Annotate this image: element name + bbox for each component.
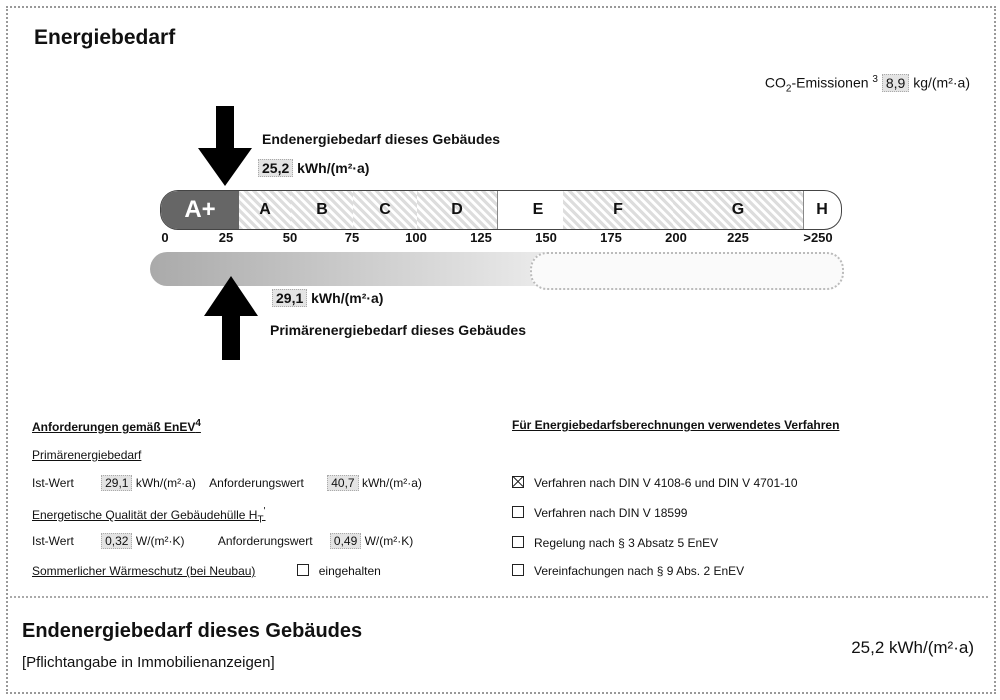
footer-value: 25,2 kWh/(m²·a): [851, 638, 974, 657]
primary-energy-band-outline: [530, 252, 844, 290]
summer-checkbox[interactable]: [297, 564, 309, 576]
tick-label: 125: [470, 230, 492, 245]
class-segment: D: [417, 191, 498, 229]
primary-energy-value: 29,1 kWh/(m²·a): [272, 290, 383, 306]
method-checkbox[interactable]: [512, 536, 524, 548]
end-energy-arrow-icon: [198, 106, 252, 186]
tick-label: 225: [727, 230, 749, 245]
tick-label: 200: [665, 230, 687, 245]
co2-value: 8,9: [882, 74, 909, 92]
class-segment: A: [239, 191, 292, 229]
footer-divider: [10, 596, 988, 598]
tick-label: 150: [535, 230, 557, 245]
method-item[interactable]: Regelung nach § 3 Absatz 5 EnEV: [512, 536, 718, 550]
class-segment: H: [816, 201, 828, 218]
co2-emissions: $CO_2$-Emissionen $^3$ 8,9 kg/(m²·a): [764, 74, 970, 95]
class-segment: B: [291, 191, 354, 229]
method-checkbox[interactable]: [512, 564, 524, 576]
method-checkbox[interactable]: [512, 506, 524, 518]
envelope-req-row: Ist-Wert 0,32 W/(m²·K) Anforderungswert 0,49 W/(m²·K): [32, 534, 414, 548]
method-item[interactable]: Verfahren nach DIN V 4108-6 und DIN V 4701-10: [512, 476, 798, 490]
tick-label: >250: [803, 230, 833, 245]
tick-label: 25: [218, 230, 234, 245]
scale-ticks: [0, 230, 1000, 250]
end-energy-label: Endenergiebedarf dieses Gebäudes: [262, 131, 501, 147]
tick-label: 50: [282, 230, 298, 245]
method-item[interactable]: Verfahren nach DIN V 18599: [512, 506, 687, 520]
class-segment: F: [563, 191, 674, 229]
class-segment: E: [513, 191, 564, 229]
class-segment: C: [353, 191, 418, 229]
footer-title: Endenergiebedarf dieses Gebäudes: [22, 620, 363, 642]
method-item[interactable]: Vereinfachungen nach § 9 Abs. 2 EnEV: [512, 564, 744, 578]
end-energy-value: 25,2 kWh/(m²·a): [258, 160, 369, 176]
primary-energy-req-row: Ist-Wert 29,1 kWh/(m²·a) Anforderungswert 40,7 kWh/(m²·a): [32, 476, 422, 490]
primary-energy-arrow-icon: [204, 276, 258, 360]
methods-heading: Für Energiebedarfsberechnungen verwendetes Verfahren: [512, 418, 840, 432]
page-title: Energiebedarf: [34, 26, 176, 49]
class-segment: G: [673, 191, 804, 229]
primary-energy-req-label: Primärenergiebedarf: [32, 448, 142, 462]
tick-label: 100: [405, 230, 427, 245]
primary-energy-label: Primärenergiebedarf dieses Gebäudes: [270, 322, 526, 338]
tick-label: 0: [161, 230, 169, 245]
footer-subtitle: [Pflichtangabe in Immobilienanzeigen]: [22, 654, 275, 671]
certificate-frame: [6, 6, 996, 694]
requirements-heading: Anforderungen gemäß EnEV$^4$: [32, 418, 201, 434]
tick-label: 175: [600, 230, 622, 245]
class-segment: A+: [161, 191, 240, 229]
tick-label: 75: [344, 230, 360, 245]
method-checkbox[interactable]: [512, 476, 524, 488]
summer-protection-row: Sommerlicher Wärmeschutz (bei Neubau) eingehalten: [32, 564, 381, 578]
energy-class-scale: [160, 190, 842, 230]
envelope-req-label: Energetische Qualität der Gebäudehülle $H_T'$: [32, 506, 266, 526]
